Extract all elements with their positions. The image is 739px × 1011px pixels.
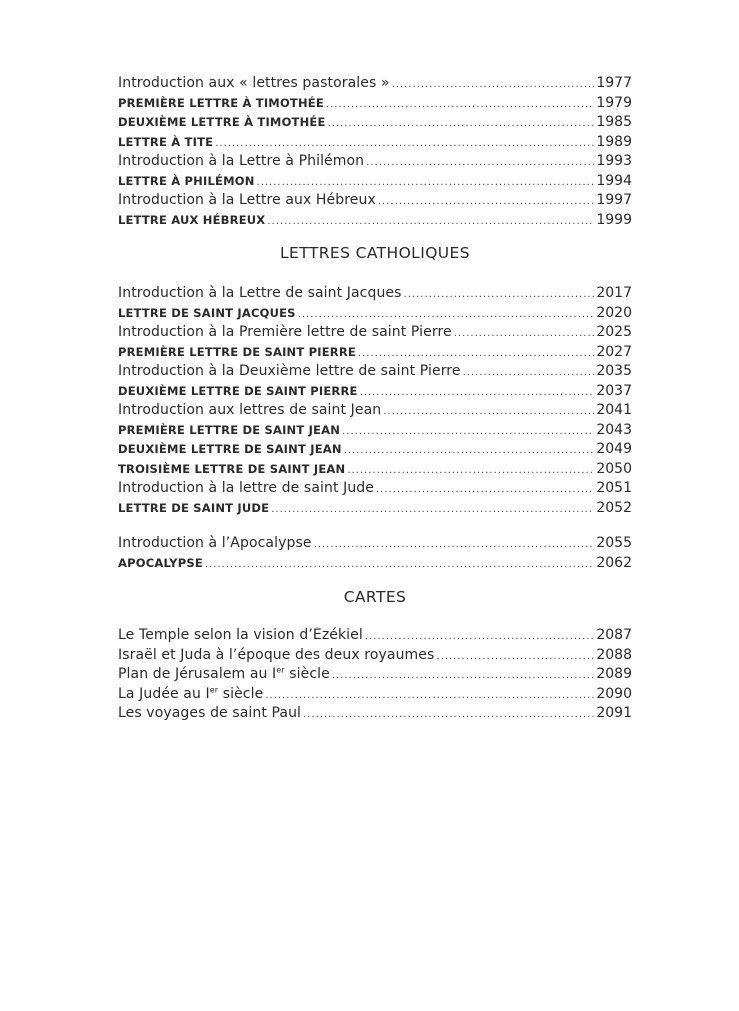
dot-leader — [298, 309, 595, 320]
toc-entry — [118, 75, 632, 95]
toc-entry-page: 1999 — [596, 211, 632, 228]
toc-entry-page: 2050 — [596, 460, 632, 477]
toc-entry-title: PREMIÈRE LETTRE À TIMOTHÉE — [118, 95, 324, 110]
toc-entry-page: 1979 — [596, 94, 632, 111]
toc-entry-title: Introduction à la Lettre aux Hébreux — [118, 192, 376, 208]
toc-group-pauline — [118, 75, 632, 231]
toc-entry-page: 1993 — [596, 153, 632, 169]
toc-entry — [118, 402, 632, 422]
toc-entry — [118, 212, 632, 232]
toc-entry — [118, 441, 632, 461]
toc-entry — [118, 461, 632, 481]
superscript: er — [276, 666, 285, 675]
dot-leader — [303, 709, 594, 720]
dot-leader — [436, 651, 594, 662]
title-part: Plan de Jérusalem au I — [118, 666, 277, 682]
toc-entry-title: Introduction à la Deuxième lettre de saint Pierre — [118, 363, 461, 379]
toc-entry-title — [118, 686, 263, 702]
toc-entry-title: Israël et Juda à l’époque des deux royaumes — [118, 646, 435, 663]
toc-entry — [118, 324, 632, 344]
toc-entry — [118, 627, 632, 647]
toc-entry-title: LETTRE DE SAINT JACQUES — [118, 305, 296, 320]
toc-entry-title: Introduction à la Première lettre de saint Pierre — [118, 324, 452, 340]
toc-entry — [118, 535, 632, 555]
toc-entry-title: Le Temple selon la vision d’Ézékiel — [118, 627, 363, 643]
toc-entry-page: 2052 — [596, 499, 632, 516]
dot-leader — [328, 118, 595, 129]
dot-leader — [404, 289, 595, 300]
dot-leader — [392, 79, 595, 90]
dot-leader — [342, 426, 594, 437]
toc-entry-title: Introduction aux « lettres pastorales » — [118, 75, 390, 91]
title-part: La Judée au I — [118, 685, 210, 702]
toc-entry-page: 2091 — [596, 705, 632, 721]
toc-entry-page: 1997 — [596, 192, 632, 208]
dot-leader — [332, 670, 595, 681]
toc-entry-page: 2035 — [596, 363, 632, 379]
toc-entry-page: 2027 — [596, 343, 632, 360]
toc-entry — [118, 647, 632, 667]
dot-leader — [366, 157, 594, 168]
superscript: er — [209, 685, 219, 694]
toc-entry — [118, 480, 632, 500]
toc-entry-title: DEUXIÈME LETTRE À TIMOTHÉE — [118, 115, 326, 129]
dot-leader — [344, 445, 595, 456]
dot-leader — [463, 367, 595, 378]
toc-entry-title: LETTRE AUX HÉBREUX — [118, 212, 266, 227]
toc-entry-title — [118, 666, 330, 682]
table-of-contents — [118, 75, 632, 725]
toc-entry — [118, 134, 632, 154]
toc-entry-title: LETTRE DE SAINT JUDE — [118, 500, 270, 515]
toc-entry — [118, 95, 632, 115]
toc-entry — [118, 666, 632, 686]
section-heading-cartes: CARTES — [343, 588, 407, 606]
toc-entry-page: 2062 — [596, 554, 632, 571]
toc-entry-page: 1994 — [596, 172, 632, 189]
toc-group-apocalypse — [118, 535, 632, 574]
dot-leader — [257, 177, 595, 188]
toc-entry-title: Introduction aux lettres de saint Jean — [118, 402, 382, 418]
toc-entry-page: 2088 — [596, 646, 632, 663]
toc-entry-page: 1977 — [596, 75, 632, 91]
dot-leader — [314, 539, 595, 550]
dot-leader — [376, 484, 594, 495]
toc-entry-page: 1989 — [596, 133, 632, 150]
dot-leader — [265, 690, 594, 701]
toc-entry — [118, 363, 632, 383]
toc-entry-page: 2087 — [596, 627, 632, 643]
toc-entry-title: Introduction à la Lettre de saint Jacques — [118, 285, 402, 301]
toc-entry — [118, 192, 632, 212]
toc-entry-title: TROISIÈME LETTRE DE SAINT JEAN — [118, 461, 346, 476]
toc-entry — [118, 555, 632, 575]
toc-entry — [118, 500, 632, 520]
dot-leader — [267, 216, 594, 227]
dot-leader — [365, 631, 594, 642]
toc-entry-page: 2041 — [596, 402, 632, 418]
group-spacer — [118, 519, 632, 535]
toc-entry-page: 2037 — [596, 382, 632, 399]
toc-entry-title: LETTRE À TITE — [118, 134, 214, 149]
dot-leader — [358, 348, 594, 359]
section-heading-lettres-catholiques: LETTRES CATHOLIQUES — [280, 244, 470, 262]
toc-entry — [118, 705, 632, 725]
dot-leader — [454, 328, 595, 339]
toc-entry-page: 2089 — [596, 666, 632, 682]
toc-group-cartes — [118, 627, 632, 725]
toc-entry — [118, 686, 632, 706]
toc-entry — [118, 114, 632, 134]
toc-entry-page: 2017 — [596, 285, 632, 301]
dot-leader — [326, 99, 594, 110]
toc-entry — [118, 285, 632, 305]
toc-entry — [118, 305, 632, 325]
toc-entry-page: 2049 — [596, 441, 632, 457]
toc-entry-page: 2090 — [596, 685, 632, 702]
toc-entry-title: LETTRE À PHILÉMON — [118, 173, 255, 188]
toc-entry — [118, 173, 632, 193]
dot-leader — [383, 406, 594, 417]
toc-entry — [118, 153, 632, 173]
toc-entry-title: PREMIÈRE LETTRE DE SAINT PIERRE — [118, 344, 356, 359]
toc-entry-page: 2051 — [596, 480, 632, 496]
title-part: siècle — [284, 666, 330, 682]
dot-leader — [378, 196, 594, 207]
toc-group-catholiques — [118, 285, 632, 519]
toc-entry — [118, 344, 632, 364]
toc-entry-title: Introduction à l’Apocalypse — [118, 535, 312, 551]
toc-entry-title: Introduction à la Lettre à Philémon — [118, 153, 365, 169]
dot-leader — [347, 465, 594, 476]
toc-entry — [118, 422, 632, 442]
toc-entry-page: 2043 — [596, 421, 632, 438]
title-part: siècle — [218, 685, 264, 702]
dot-leader — [205, 559, 594, 570]
toc-entry-title: APOCALYPSE — [118, 555, 203, 570]
toc-entry-page: 1985 — [596, 114, 632, 130]
toc-entry-title: PREMIÈRE LETTRE DE SAINT JEAN — [118, 422, 341, 437]
dot-leader — [271, 504, 594, 515]
toc-entry-page: 2025 — [596, 324, 632, 340]
toc-entry-title: DEUXIÈME LETTRE DE SAINT PIERRE — [118, 383, 358, 398]
toc-entry-title: DEUXIÈME LETTRE DE SAINT JEAN — [118, 442, 342, 456]
toc-entry-page: 2020 — [596, 304, 632, 321]
toc-entry-title: Introduction à la lettre de saint Jude — [118, 480, 374, 496]
toc-entry-title: Les voyages de saint Paul — [118, 705, 302, 721]
dot-leader — [215, 138, 594, 149]
dot-leader — [360, 387, 595, 398]
toc-entry — [118, 383, 632, 403]
toc-entry-page: 2055 — [596, 535, 632, 551]
